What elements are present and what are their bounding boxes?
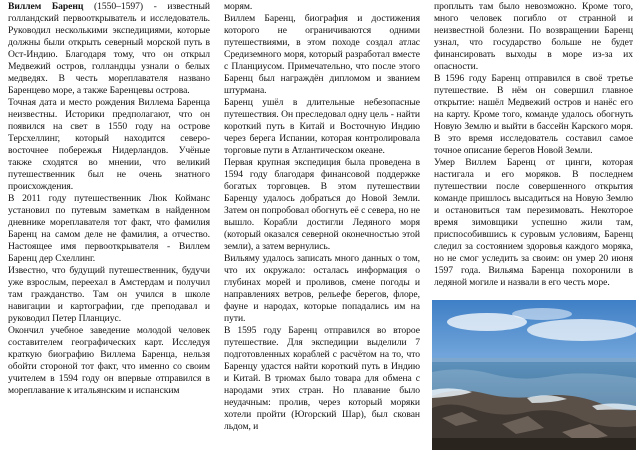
continuation-paragraph: морям. bbox=[224, 1, 253, 12]
amsterdam-paragraph: Известно, что будущий путешественник, будучи уже взрослым, переехал в Амстердам и получил там гражданство. Там он учился в школе навигации и картографии, где преподавал и руководил Петер Планциус. bbox=[8, 265, 210, 324]
first-expedition-paragraph: Первая крупная экспедиция была проведена в 1594 году благодаря финансовой поддержке богатых торговцев. В этом путешествии Баренцу удалось добраться до Новой Земли. Затем он попробовал обогнуть её с севера, но не вышло. Корабли достигли Ледяного моря (который оказался северной оконечностью этой земли), а затем вернулись. bbox=[224, 157, 420, 252]
atlas-paragraph: Виллем Баренц, биография и достижения которого не ограничиваются одними путешествиями, в этом походе создал атлас Средиземного моря, который разработал вместе с Планциусом. Примечательно, что после этого Баренц был награждён дипломом и званием штурмана. bbox=[224, 13, 420, 96]
coastal-sea-photo bbox=[432, 300, 636, 450]
records-paragraph: Вильяму удалось записать много данных о том, что их окружало: осталась информация о глубинах морей и проливов, смене погоды и направлениях ветров, рельефе берегов, флоре, фауне и народах, которые попадались им на пути. bbox=[224, 253, 420, 324]
second-expedition-end-paragraph: проплыть там было невозможно. Кроме того, много человек погибло от странной и неизвестной болезни. По возвращении Баренц узнал, что государство больше не будет финансировать выходы в море из-за их опасности. bbox=[434, 1, 633, 72]
second-expedition-paragraph: В 1595 году Баренц отправился во второе путешествие. Для экспедиции выделили 7 подготовленных кораблей с расчётом на то, что Баренцу удастся найти короткий путь в Индию и Китай. В трюмах было товара для обмена с народами этих стран. Но плавание было неудачным: пролив, через который моряки хотели пройти (Югорский Шар), был скован льдом, и bbox=[224, 325, 420, 432]
explorer-name: Виллем Баренц bbox=[8, 1, 84, 12]
third-expedition-paragraph: В 1596 году Баренц отправился в своё третье путешествие. В нём он совершил главное открытие: нашёл Медвежий остров и нанёс его на карту. Кроме того, команде удалось обогнуть Новую Землю и выйти в бассейн Карского моря. В это время исследователь составил самое точное описание берегов Новой Земли. bbox=[434, 73, 633, 156]
death-paragraph: Умер Виллем Баренц от цинги, которая настигала и его моряков. В последнем путешествии после совершенного открытия команде пришлось высадиться на Новую Землю и остановиться там перезимовать. Некоторое время зимовщики успешно жили там, приспособившись к суровым условиям, Баренц следил за состоянием здоровья каждого моряка, но не смог уследить за своим: он умер 20 июня 1597 года. Вильяма Баренца похоронили в ледяной могиле и назвали в его честь море. bbox=[434, 157, 633, 288]
text-column-1 bbox=[8, 1, 210, 397]
surname-paragraph: В 2011 году путешественник Люк Койманс установил по путевым заметкам в найденном дневнике мореплавателя тот факт, что фамилия Баренц на самом деле не фамилия, а отчество. Настоящее имя первооткрывателя - Виллем Баренц дер Схеллинг. bbox=[8, 193, 210, 264]
birth-paragraph: Точная дата и место рождения Виллема Баренца неизвестны. Историки предполагают, что он появился на свет в 1550 году на острове Терсхеллинг, который находится северо-восточнее побережья Нидерландов. Учёные также сходятся во мнении, что великий путешественник был не очень знатного происхождения. bbox=[8, 97, 210, 192]
goal-paragraph: Баренц ушёл в длительные небезопасные путешествия. Он преследовал одну цель - найти короткий путь в Китай и Восточную Индию через берега Испании, которая контролировала торговые пути в Атлантическом океане. bbox=[224, 97, 420, 156]
education-paragraph: Окончил учебное заведение молодой человек составителем географических карт. Исследуя краткую биографию Виллема Баренца, нельзя обойти стороной тот факт, что именно со своим учителем в 1594 году он впервые отправился в мореплавание к итальянским и испанским bbox=[8, 325, 210, 396]
text-column-3 bbox=[434, 1, 633, 289]
text-column-2 bbox=[224, 1, 420, 433]
intro-paragraph: Виллем Баренц (1550–1597) - известный голландский первооткрыватель и исследователь. Руководил несколькими экспедициями, которые должны были открыть северный морской путь в Ост-Индию. Благодаря тому, что он открыл Медвежий остров, голландцы узнали о белых медведях. В честь мореплавателя названо Баренцево море, а также Баренцевы острова. bbox=[8, 1, 210, 96]
